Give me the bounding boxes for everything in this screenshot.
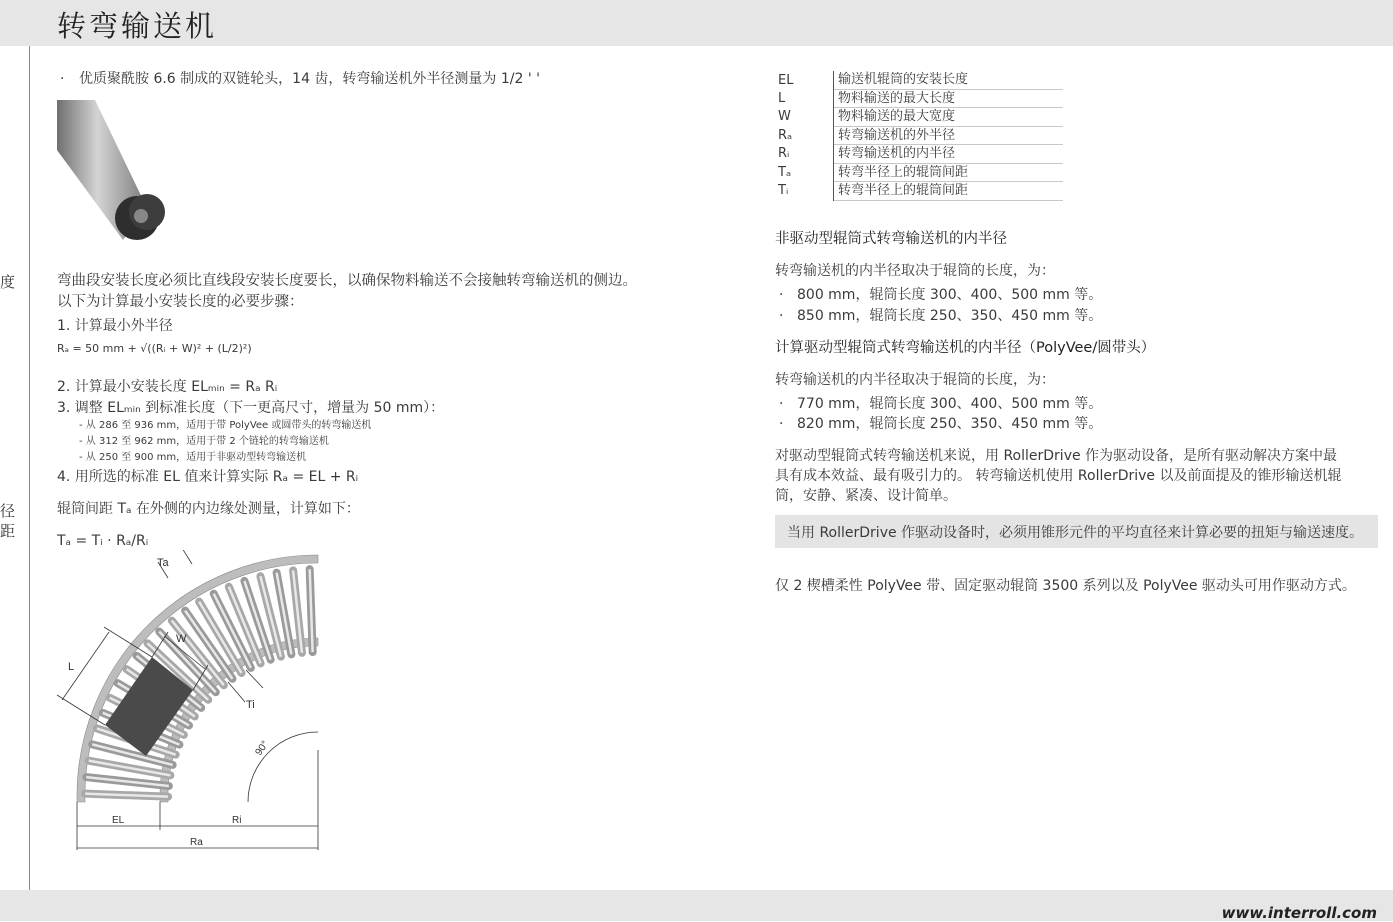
step-4: 4. 用所选的标准 EL 值来计算实际 Rₐ = EL + Rᵢ [57, 469, 359, 485]
spacing-text: 辊筒间距 Tₐ 在外侧的内边缘处测量，计算如下： [57, 501, 360, 517]
label-l: L [68, 661, 75, 673]
para1-line1: 弯曲段安装长度必须比直线段安装长度要长，以确保物料输送不会接触转弯输送机的侧边。 [57, 273, 637, 289]
para1-line2: 以下为计算最小安装长度的必要步骤： [57, 294, 304, 310]
note-text: 当用 RollerDrive 作驱动设备时，必须用锥形元件的平均直径来计算必要的扭矩与输送速度。 [787, 525, 1364, 541]
page-title: 转弯输送机 [57, 9, 218, 43]
rollers-group [85, 569, 312, 796]
rollerdrive-para-line1: 对驱动型辊筒式转弯输送机来说，用 RollerDrive 作为驱动设备，是所有驱动解决方案中最 [775, 448, 1338, 464]
legend-value: 物料输送的最大宽度 [834, 108, 1064, 127]
formula-ra: Rₐ = 50 mm + √((Rᵢ + W)² + (L/2)²) [57, 342, 252, 355]
legend-row [776, 163, 1063, 182]
heading-driven: 计算驱动型辊筒式转弯输送机的内半径（PolyVee/圆带头） [775, 340, 1156, 356]
bullet-850: 850 mm，辊筒长度 250、350、450 mm 等。 [797, 308, 1103, 324]
edge-char-1: 度 [0, 273, 16, 291]
bullet-dot: · [779, 287, 784, 303]
label-ta: Ta [157, 557, 169, 569]
spacing-formula: Tₐ = Tᵢ · Rₐ/Rᵢ [57, 533, 149, 549]
legend-key: L [776, 89, 834, 108]
edge-char-2: 径 [0, 502, 16, 520]
header-bar [0, 0, 1393, 46]
legend-value: 输送机辊筒的安装长度 [834, 71, 1064, 89]
bullet-dot: · [60, 71, 65, 87]
column-divider [29, 46, 30, 921]
sprocket-bullet: 优质聚酰胺 6.6 制成的双链轮头，14 齿，转弯输送机外半径测量为 1/2 ' ' [79, 71, 541, 87]
step-2: 2. 计算最小安装长度 ELₘᵢₙ = Rₐ Rᵢ [57, 379, 278, 395]
rollerdrive-para-line2: 具有成本效益、最有吸引力的。 转弯输送机使用 RollerDrive 以及前面提及的锥形输送机辊 [775, 468, 1342, 484]
bullet-800: 800 mm，辊筒长度 300、400、500 mm 等。 [797, 287, 1103, 303]
step3-sub-1: - 从 286 至 936 mm，适用于带 PolyVee 或圆带头的转弯输送机 [79, 420, 372, 431]
note-box [775, 515, 1378, 548]
legend-key: Tₐ [776, 163, 834, 182]
legend-key: Tᵢ [776, 182, 834, 201]
legend-value: 转弯输送机的内半径 [834, 145, 1064, 164]
bullet-770: 770 mm，辊筒长度 300、400、500 mm 等。 [797, 396, 1103, 412]
legend-row [776, 89, 1063, 108]
label-w: W [176, 633, 187, 645]
legend-row [776, 126, 1063, 145]
step-1: 1. 计算最小外半径 [57, 318, 173, 334]
legend-key: Rₐ [776, 126, 834, 145]
step-3: 3. 调整 ELₘᵢₙ 到标准长度（下一更高尺寸，增量为 50 mm）： [57, 400, 445, 416]
step3-sub-2: - 从 312 至 962 mm，适用于带 2 个链轮的转弯输送机 [79, 436, 329, 447]
legend-value: 转弯输送机的外半径 [834, 126, 1064, 145]
sprocket-hub [134, 209, 148, 223]
label-angle: 90° [253, 739, 272, 758]
legend-value: 转弯半径上的辊筒间距 [834, 163, 1064, 182]
symbol-legend [776, 71, 1063, 201]
label-ra: Ra [190, 837, 203, 848]
step3-sub-3: - 从 250 至 900 mm，适用于非驱动型转弯输送机 [79, 452, 307, 463]
label-el: EL [112, 815, 125, 826]
bullet-820: 820 mm，辊筒长度 250、350、450 mm 等。 [797, 416, 1103, 432]
dim-line [182, 550, 192, 564]
website-link[interactable]: www.interroll.com [1221, 904, 1377, 922]
para-driven: 转弯输送机的内半径取决于辊筒的长度，为： [775, 372, 1055, 388]
dim-line [228, 682, 245, 702]
drive-options-para: 仅 2 楔槽柔性 PolyVee 带、固定驱动辊筒 3500 系列以及 PolyVee 驱动头可用作驱动方式。 [775, 578, 1356, 594]
roller-sprocket-image [55, 90, 165, 250]
para-non-driven: 转弯输送机的内半径取决于辊筒的长度，为： [775, 263, 1055, 279]
rollerdrive-para-line3: 筒，安静、紧凑、设计简单。 [775, 488, 957, 504]
legend-row [776, 108, 1063, 127]
legend-key: W [776, 108, 834, 127]
legend-row [776, 71, 1063, 89]
legend-row [776, 145, 1063, 164]
footer-bar [0, 890, 1393, 921]
legend-row [776, 182, 1063, 201]
heading-non-driven: 非驱动型辊筒式转弯输送机的内半径 [775, 231, 1007, 247]
sprocket-gear-2 [129, 194, 165, 230]
curve-conveyor-diagram [50, 550, 330, 860]
bullet-dot: · [779, 308, 784, 324]
label-ti: Ti [246, 699, 255, 711]
label-ri: Ri [232, 815, 242, 826]
edge-char-3: 距 [0, 522, 16, 540]
dim-line [246, 670, 263, 688]
bullet-dot: · [779, 416, 784, 432]
legend-key: Rᵢ [776, 145, 834, 164]
legend-value: 物料输送的最大长度 [834, 89, 1064, 108]
legend-value: 转弯半径上的辊筒间距 [834, 182, 1064, 201]
legend-key: EL [776, 71, 834, 89]
bullet-dot: · [779, 396, 784, 412]
